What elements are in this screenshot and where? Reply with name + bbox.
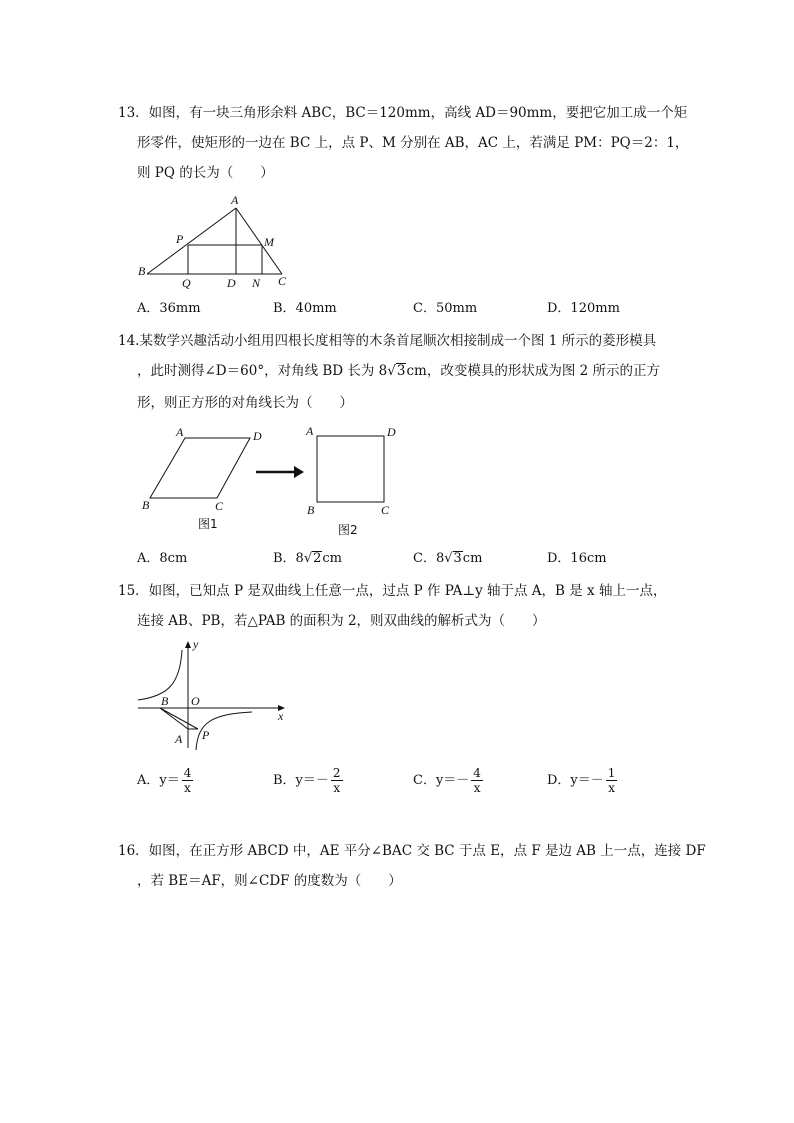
sqrt-sign: √ <box>387 363 396 379</box>
q14-option-b-radicand: 2 <box>313 551 322 566</box>
q13-option-b: B．40mm <box>273 301 337 316</box>
q16-line1: 16．如图，在正方形 ABCD 中，AE 平分∠BAC 交 BC 于点 E，点 F 是边 AB 上一点，连接 DF <box>118 843 706 859</box>
label-a: A <box>175 732 183 746</box>
q14-line2-part2: cm，改变模具的形状成为图 2 所示的正方 <box>406 363 661 379</box>
label-b: B <box>138 264 146 278</box>
q14-option-c-prefix: C．8 <box>413 551 445 566</box>
fig1-label-b: B <box>142 498 150 512</box>
fig1-caption: 图1 <box>198 517 218 531</box>
q14-option-c-unit: cm <box>462 551 483 566</box>
q15-option-a-prefix: A．y＝ <box>137 773 180 788</box>
numerator: 2 <box>332 766 341 780</box>
label-o: O <box>191 694 200 708</box>
q16-line2: ，若 BE＝AF，则∠CDF 的度数为（ ） <box>137 873 402 889</box>
q15-option-d-prefix: D．y＝－ <box>547 773 604 788</box>
q15-option-d <box>547 766 617 795</box>
q14-line2-radicand: 3 <box>396 363 406 379</box>
label-p: P <box>202 728 210 742</box>
fraction <box>471 766 483 795</box>
q14-figures <box>130 420 420 545</box>
fig2-label-a: A <box>306 424 314 438</box>
q13-line3: 则 PQ 的长为（ ） <box>137 165 274 181</box>
q15-option-c-prefix: C．y＝－ <box>413 773 470 788</box>
arrow-right-icon <box>294 466 304 478</box>
numerator: 4 <box>473 766 481 780</box>
q14-option-b <box>273 550 342 568</box>
square-abcd <box>317 436 384 502</box>
q14-option-c-radicand: 3 <box>453 551 462 566</box>
label-n: N <box>252 276 261 290</box>
fig2-label-b: B <box>307 503 315 517</box>
q15-option-b <box>273 766 343 795</box>
q15-option-c <box>413 766 483 795</box>
q15-hyperbola-figure <box>130 636 300 756</box>
q13-triangle-figure <box>130 190 300 290</box>
q14-line1: 14.某数学兴趣活动小组用四根长度相等的木条首尾顺次相接制成一个图 1 所示的菱形模具 <box>118 333 657 349</box>
q14-option-a: A．8cm <box>137 551 188 566</box>
numerator: 1 <box>607 766 616 780</box>
q14-line2 <box>137 362 660 380</box>
q13-option-c: C．50mm <box>413 301 478 316</box>
label-a: A <box>231 193 239 207</box>
label-b: B <box>161 694 169 708</box>
q13-option-d: D．120mm <box>547 301 620 316</box>
q13-line2: 形零件，使矩形的一边在 BC 上，点 P、M 分别在 AB，AC 上，若满足 PM：PQ＝2：1， <box>137 135 689 151</box>
side-ac <box>236 208 282 274</box>
q13-line1: 13．如图，有一块三角形余料 ABC，BC＝120mm，高线 AD＝90mm，要把它加工成一个矩 <box>118 105 688 121</box>
q13-option-a: A．36mm <box>137 301 201 316</box>
fig2-label-d: D <box>387 425 396 439</box>
q14-option-b-prefix: B．8 <box>273 551 304 566</box>
segment-bp <box>160 708 198 729</box>
q15-line1: 15．如图，已知点 P 是双曲线上任意一点，过点 P 作 PA⊥y 轴于点 A，B 是 x 轴上一点， <box>118 583 667 599</box>
fraction <box>182 766 194 795</box>
fig1-label-d: D <box>253 429 262 443</box>
label-d: D <box>227 276 236 290</box>
q15-line2: 连接 AB、PB，若△PAB 的面积为 2，则双曲线的解析式为（ ） <box>137 613 546 629</box>
q15-option-a <box>137 766 193 795</box>
denominator: x <box>608 781 615 795</box>
label-c: C <box>278 274 287 288</box>
rhombus-abcd <box>150 438 250 498</box>
fig1-label-c: C <box>215 499 224 513</box>
q14-line3: 形，则正方形的对角线长为（ ） <box>137 395 353 411</box>
fig2-caption: 图2 <box>338 523 358 537</box>
denominator: x <box>184 781 191 795</box>
q14-option-b-unit: cm <box>322 551 343 566</box>
label-y: y <box>193 637 199 651</box>
sqrt-sign: √ <box>303 551 313 566</box>
fraction <box>606 766 618 795</box>
hyperbola-branch-upper-left <box>138 650 182 700</box>
side-ab <box>147 208 236 274</box>
fraction <box>331 766 343 795</box>
q14-option-d: D．16cm <box>547 551 607 566</box>
numerator: 4 <box>183 766 192 780</box>
denominator: x <box>333 781 341 795</box>
label-q: Q <box>182 276 191 290</box>
q15-option-b-prefix: B．y＝－ <box>273 773 329 788</box>
segment-ba <box>160 708 188 729</box>
fig1-label-a: A <box>176 425 184 439</box>
q14-option-c <box>413 550 482 568</box>
sqrt-sign: √ <box>444 551 453 566</box>
label-m: M <box>264 235 274 249</box>
label-p: P <box>176 232 184 246</box>
q14-line2-part1: ，此时测得∠D＝60°，对角线 BD 长为 8 <box>137 363 388 379</box>
y-axis-arrow <box>185 641 191 648</box>
fig2-label-c: C <box>381 503 390 517</box>
denominator: x <box>473 781 481 795</box>
label-x: x <box>278 709 284 723</box>
